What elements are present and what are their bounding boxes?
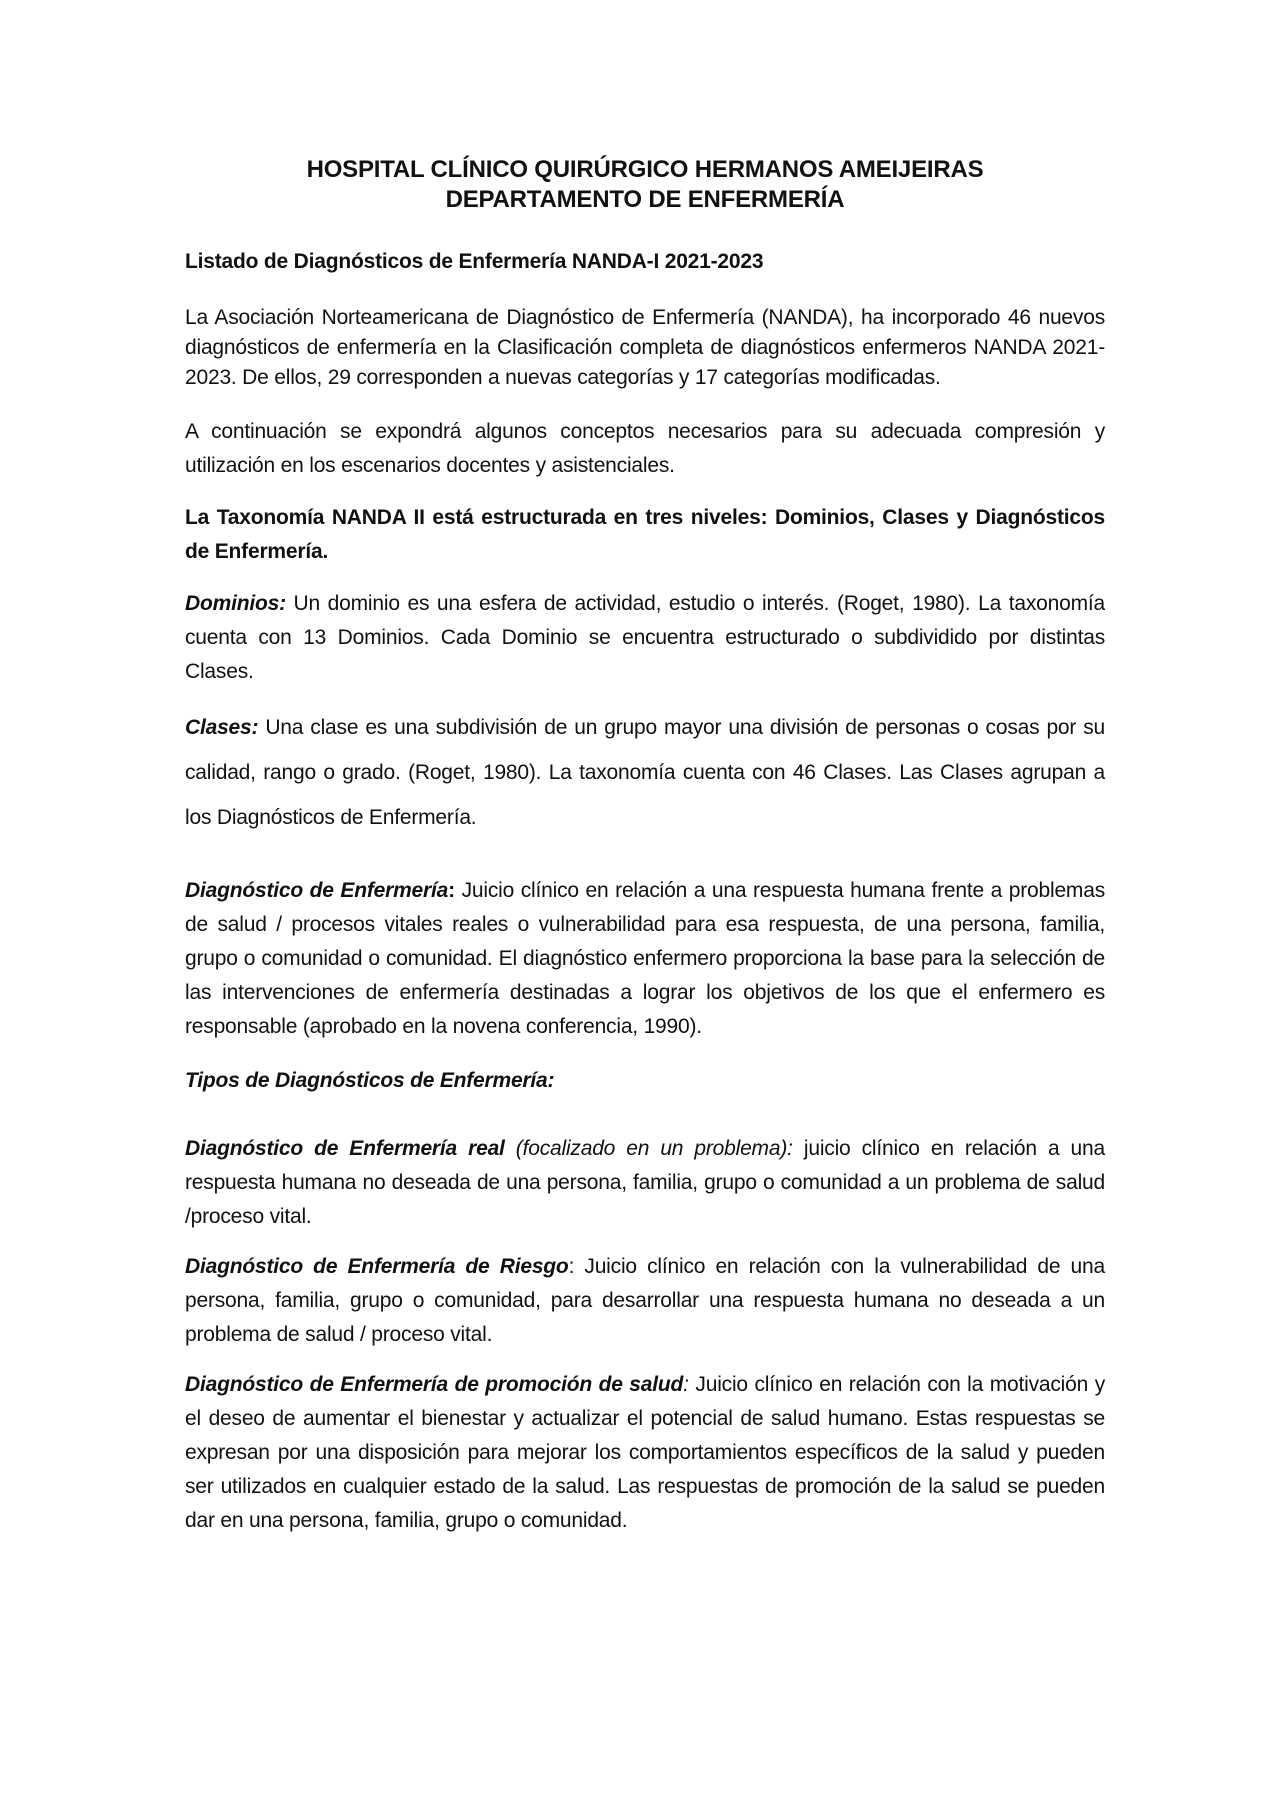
definition-dominios-text: Un dominio es una esfera de actividad, estudio o interés. (Roget, 1980). La taxonomía cuenta con 13 Dominios. Cada Dominio se encuentra estructurado o subdividido por distintas Clases. (185, 592, 1105, 683)
list-title: Listado de Diagnósticos de Enfermería NANDA-I 2021-2023 (185, 250, 764, 273)
definition-dominios (185, 587, 1105, 689)
definition-clases-text: Una clase es una subdivisión de un grupo mayor una división de personas o cosas por su calidad, rango o grado. (Roget, 1980). La taxonomía cuenta con 46 Clases. Las Clases agrupan a los Diagnósticos de Enfermería. (185, 716, 1105, 829)
types-heading: Tipos de Diagnósticos de Enfermería: (185, 1069, 555, 1092)
term-real: Diagnóstico de Enfermería real (185, 1137, 505, 1160)
definition-diagnostico (185, 874, 1105, 1044)
type-riesgo-text: : Juicio clínico en relación con la vulnerabilidad de una persona, familia, grupo o comunidad, para desarrollar una respuesta humana no deseada a un problema de salud / proceso vital. (185, 1255, 1105, 1346)
type-real (185, 1132, 1105, 1234)
term-diagnostico: Diagnóstico de Enfermería (185, 879, 449, 902)
taxonomy-statement: La Taxonomía NANDA II está estructurada en tres niveles: Dominios, Clases y Diagnósticos de Enfermería. (185, 506, 1105, 563)
document-page (185, 155, 1105, 1558)
department-name: DEPARTAMENTO DE ENFERMERÍA (445, 186, 845, 213)
type-promocion (185, 1368, 1105, 1538)
hospital-name: HOSPITAL CLÍNICO QUIRÚRGICO HERMANOS AMEIJEIRAS (306, 156, 984, 183)
intro-paragraph: La Asociación Norteamericana de Diagnóstico de Enfermería (NANDA), ha incorporado 46 nuevos diagnósticos de enfermería en la Clasificación completa de diagnósticos enfermeros NANDA 2021-2023. De ellos, 29 corresponden a nuevas categorías y 17 categorías modificadas. (185, 306, 1105, 389)
term-dominios: Dominios: (185, 592, 286, 615)
term-clases: Clases: (185, 716, 259, 739)
continuation-paragraph: A continuación se expondrá algunos conceptos necesarios para su adecuada compresión y utilización en los escenarios docentes y asistenciales. (185, 420, 1105, 477)
term-promocion-colon: : (683, 1373, 689, 1396)
term-promocion: Diagnóstico de Enfermería de promoción de salud (185, 1373, 684, 1396)
type-promocion-text: Juicio clínico en relación con la motivación y el deseo de aumentar el bienestar y actualizar el potencial de salud humano. Estas respuestas se expresan por una disposición para mejorar los comportamientos específicos de la salud y pueden ser utilizados en cualquier estado de la salud. Las respuestas de promoción de la salud se pueden dar en una persona, familia, grupo o comunidad. (185, 1373, 1106, 1532)
type-real-text: juicio clínico en relación a una respuesta humana no deseada de una persona, familia, grupo o comunidad a un problema de salud /proceso vital. (185, 1137, 1105, 1228)
definition-diagnostico-text: Juicio clínico en relación a una respuesta humana frente a problemas de salud / procesos vitales reales o vulnerabilidad para esa respuesta, de una persona, familia, grupo o comunidad o comunidad. El diagnóstico enfermero proporciona la base para la selección de las intervenciones de enfermería destinadas a lograr los objetivos de los que el enfermero es responsable (aprobado en la novena conferencia, 1990). (185, 879, 1106, 1038)
document-header (185, 155, 1105, 215)
term-real-qualifier: (focalizado en un problema): (504, 1137, 793, 1160)
definition-clases (185, 705, 1105, 840)
type-riesgo (185, 1250, 1105, 1352)
term-riesgo: Diagnóstico de Enfermería de Riesgo (185, 1255, 569, 1278)
term-diagnostico-colon: : (448, 879, 455, 902)
